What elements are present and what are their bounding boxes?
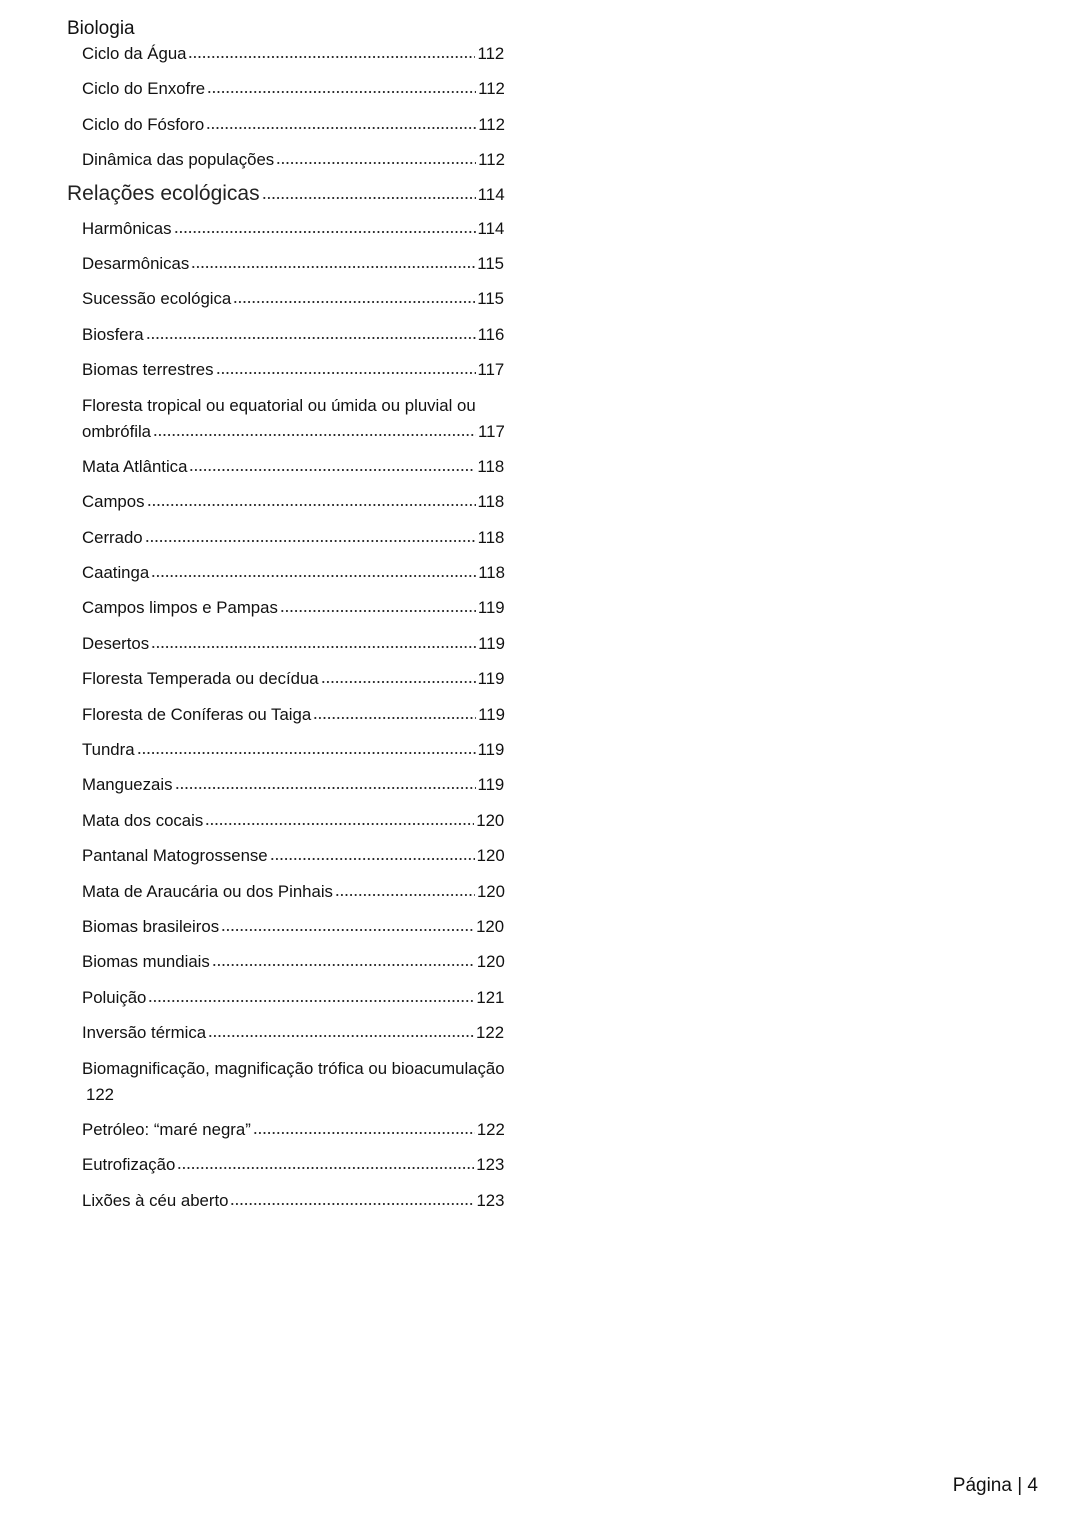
- dot-leader: [151, 645, 476, 649]
- toc-entry[interactable]: [82, 1117, 507, 1143]
- toc-entry[interactable]: [82, 322, 507, 348]
- toc-entry-title: Lixões à céu aberto: [82, 1190, 229, 1210]
- dot-leader: [153, 433, 476, 437]
- toc-entry[interactable]: [82, 216, 507, 242]
- toc-entry[interactable]: [82, 1152, 507, 1178]
- dot-leader: [148, 999, 474, 1003]
- dot-leader: [230, 1202, 474, 1206]
- toc-entry-title: Ciclo do Fósforo: [82, 114, 205, 134]
- toc-page-number: 119: [477, 598, 505, 618]
- toc-entry[interactable]: [82, 41, 507, 67]
- toc-entry[interactable]: [82, 808, 507, 834]
- toc-entry[interactable]: [82, 76, 507, 102]
- dot-leader: [207, 90, 476, 94]
- dot-leader: [147, 503, 476, 507]
- toc-page-number: 114: [477, 184, 505, 204]
- toc-heading[interactable]: [67, 180, 507, 209]
- toc-page-number: 118: [477, 456, 505, 476]
- toc-entry[interactable]: [82, 879, 507, 905]
- table-of-contents: [67, 41, 507, 1223]
- dot-leader: [335, 893, 475, 897]
- dot-leader: [137, 751, 476, 755]
- toc-entry-title: Biomagnificação, magnificação trófica ou bioacumulação: [82, 1058, 505, 1078]
- dot-leader: [212, 963, 475, 967]
- toc-entry[interactable]: [82, 393, 507, 445]
- toc-entry-title: Floresta tropical ou equatorial ou úmida ou pluvial ou ombrófila: [82, 395, 476, 441]
- toc-page-number: 117: [478, 421, 505, 441]
- toc-page-number: 118: [478, 563, 505, 583]
- dot-leader: [145, 539, 476, 543]
- dot-leader: [270, 857, 475, 861]
- toc-entry[interactable]: [82, 525, 507, 551]
- toc-page-number: 119: [477, 669, 505, 689]
- toc-entry-title: Sucessão ecológica: [82, 289, 232, 309]
- dot-leader: [313, 716, 476, 720]
- toc-page-number: 112: [477, 44, 505, 63]
- toc-page-number: 121: [476, 987, 505, 1007]
- toc-entry-title: Relações ecológicas: [67, 181, 260, 205]
- toc-entry-title: Petróleo: “maré negra”: [82, 1119, 251, 1139]
- dot-leader: [276, 161, 476, 165]
- toc-entry-title: Poluição: [82, 987, 147, 1007]
- toc-page-number: 118: [477, 527, 505, 547]
- dot-leader: [151, 574, 476, 578]
- toc-page-number: 116: [477, 324, 505, 344]
- toc-entry[interactable]: [82, 286, 507, 312]
- toc-entry[interactable]: [82, 147, 507, 173]
- toc-entry-title: Manguezais: [82, 775, 173, 795]
- dot-leader: [175, 786, 476, 790]
- toc-entry[interactable]: [82, 454, 507, 480]
- dot-leader: [188, 55, 475, 59]
- section-title: Biologia: [67, 18, 135, 39]
- toc-entry-title: Caatinga: [82, 563, 150, 583]
- toc-page-number: 112: [478, 114, 505, 134]
- toc-page-number: 112: [478, 150, 505, 170]
- toc-entry[interactable]: [82, 737, 507, 763]
- dot-leader: [146, 336, 476, 340]
- toc-entry[interactable]: [82, 772, 507, 798]
- toc-page-number: 119: [477, 775, 505, 795]
- toc-entry[interactable]: [82, 1056, 507, 1108]
- dot-leader: [221, 928, 474, 932]
- toc-page-number: 115: [477, 289, 505, 309]
- dot-leader: [174, 230, 476, 234]
- dot-leader: [191, 265, 475, 269]
- dot-leader: [233, 300, 475, 304]
- toc-entry[interactable]: [82, 702, 507, 728]
- toc-page-number: 123: [476, 1155, 505, 1175]
- toc-entry[interactable]: [82, 357, 507, 383]
- toc-entry-title: Cerrado: [82, 527, 143, 547]
- toc-entry-title: Desarmônicas: [82, 253, 190, 273]
- toc-page-number: 117: [477, 360, 505, 380]
- dot-leader: [216, 371, 476, 375]
- toc-page-number: 115: [477, 253, 505, 273]
- toc-entry-title: Biomas terrestres: [82, 360, 214, 380]
- toc-entry[interactable]: [82, 985, 507, 1011]
- toc-page-number: 119: [477, 740, 505, 760]
- toc-page-number: 120: [476, 916, 505, 936]
- toc-entry[interactable]: [82, 843, 507, 869]
- toc-entry-title: Mata de Araucária ou dos Pinhais: [82, 881, 333, 901]
- toc-entry-title: Dinâmica das populações: [82, 150, 275, 170]
- toc-entry[interactable]: [82, 489, 507, 515]
- toc-entry-title: Campos: [82, 492, 145, 512]
- toc-entry[interactable]: [82, 949, 507, 975]
- dot-leader: [253, 1131, 475, 1135]
- toc-entry-title: Pantanal Matogrossense: [82, 846, 268, 866]
- dot-leader: [321, 680, 476, 684]
- dot-leader: [205, 822, 474, 826]
- toc-page-number: 118: [477, 492, 505, 512]
- dot-leader: [262, 196, 476, 200]
- toc-page-number: 120: [476, 952, 505, 972]
- dot-leader: [208, 1034, 474, 1038]
- toc-page-number: 120: [476, 846, 505, 866]
- toc-page-number: 119: [478, 633, 505, 653]
- toc-entry[interactable]: [82, 631, 507, 657]
- dot-leader: [177, 1166, 474, 1170]
- toc-page-number: 120: [476, 810, 505, 830]
- toc-page-number: 119: [478, 704, 505, 724]
- toc-page-number: 120: [476, 881, 505, 901]
- dot-leader: [189, 468, 475, 472]
- toc-entry[interactable]: [82, 560, 507, 586]
- toc-entry-title: Biomas mundiais: [82, 952, 210, 972]
- toc-entry[interactable]: [82, 666, 507, 692]
- toc-entry-title: Tundra: [82, 740, 135, 760]
- toc-entry-title: Inversão térmica: [82, 1023, 207, 1043]
- toc-entry-title: Ciclo do Enxofre: [82, 79, 206, 99]
- toc-page-number: 122: [476, 1119, 505, 1139]
- toc-entry-title: Desertos: [82, 633, 150, 653]
- page-number-footer: Página | 4: [952, 1475, 1038, 1496]
- toc-entry-title: Campos limpos e Pampas: [82, 598, 278, 618]
- toc-page-number: 122: [476, 1023, 505, 1043]
- toc-page-number: 114: [477, 218, 505, 238]
- toc-entry-title: Ciclo da Água: [82, 44, 187, 63]
- toc-entry[interactable]: [82, 1020, 507, 1046]
- toc-entry[interactable]: [82, 112, 507, 138]
- toc-page-number: 123: [476, 1190, 505, 1210]
- toc-entry[interactable]: [82, 595, 507, 621]
- toc-entry-title: Eutrofização: [82, 1155, 176, 1175]
- toc-entry[interactable]: [82, 1188, 507, 1214]
- dot-leader: [206, 126, 476, 130]
- toc-entry-title: Floresta Temperada ou decídua: [82, 669, 319, 689]
- toc-entry-title: Floresta de Coníferas ou Taiga: [82, 704, 312, 724]
- toc-page-number: 112: [478, 79, 505, 99]
- toc-entry-title: Biomas brasileiros: [82, 916, 220, 936]
- toc-entry[interactable]: [82, 914, 507, 940]
- toc-entry-title: Harmônicas: [82, 218, 172, 238]
- toc-page-number: 122: [86, 1084, 114, 1104]
- toc-entry-title: Mata Atlântica: [82, 456, 188, 476]
- dot-leader: [280, 609, 476, 613]
- toc-entry-title: Mata dos cocais: [82, 810, 204, 830]
- toc-entry-title: Biosfera: [82, 324, 144, 344]
- toc-entry[interactable]: [82, 251, 507, 277]
